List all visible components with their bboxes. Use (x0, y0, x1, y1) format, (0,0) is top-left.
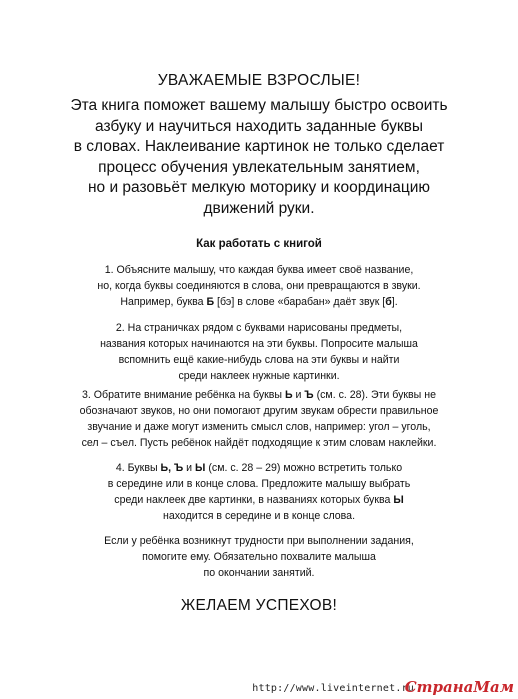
instruction-paragraph-4 (60, 460, 458, 524)
text-run: и (183, 462, 196, 474)
text-run: (см. с. 28 – 29) можно встретить только (205, 462, 403, 474)
paragraph-line (60, 492, 458, 508)
paragraph-line (52, 387, 466, 403)
watermark-url: http://www.liveinternet.ru (252, 683, 414, 694)
instruction-paragraph-5 (60, 533, 458, 581)
text-run: [бэ] в слове «барабан» даёт звук [ (214, 296, 386, 308)
paragraph-line: звучание и даже могут изменить смысл слов, например: угол – уголь, (87, 421, 431, 433)
paragraph-line: 1. Объясните малышу, что каждая буква имеет своё название, (104, 264, 414, 276)
instruction-paragraph-1 (60, 262, 458, 310)
text-run: (см. с. 28). Эти буквы не (313, 389, 436, 401)
intro-line: движений руки. (203, 199, 315, 217)
paragraph-line: обозначают звуков, но они помогают другим звукам обрести правильное (79, 405, 439, 417)
paragraph-line (60, 460, 458, 476)
intro-line: азбуку и научиться находить заданные буквы (95, 117, 423, 135)
instruction-paragraph-2 (60, 320, 458, 384)
paragraph-line: находится в середине и в конце слова. (162, 510, 356, 522)
intro-line: Эта книга поможет вашему малышу быстро освоить (70, 97, 448, 114)
paragraph-line: названия которых начинаются на эти буквы. Попросите малыша (100, 338, 418, 350)
bold-letter: Ы (195, 462, 206, 474)
bold-letter: б (385, 296, 392, 308)
page-title: УВАЖАЕМЫЕ ВЗРОСЛЫЕ! (157, 72, 361, 89)
paragraph-line: но, когда буквы соединяются в слова, они превращаются в звуки. (97, 280, 421, 292)
paragraph-line: по окончании занятий. (203, 567, 315, 579)
watermark (250, 678, 518, 699)
paragraph-line: сел – съел. Пусть ребёнок найдёт подходящие к этим словам наклейки. (81, 437, 437, 449)
paragraph-line: вспомнить ещё какие-нибудь слова на эти буквы и найти (118, 354, 400, 366)
intro-line: в словах. Наклеивание картинок не только сделает (73, 138, 445, 155)
paragraph-line: среди наклеек нужные картинки. (178, 370, 340, 382)
paragraph-line: Если у ребёнка возникнут трудности при выполнении задания, (104, 535, 414, 547)
text-run: среди наклеек две картинки, в названиях которых буква (114, 494, 394, 506)
paragraph-line (60, 294, 458, 310)
bold-letter: Ь (284, 389, 293, 401)
paragraph-line: в середине или в конце слова. Предложите малышу выбрать (107, 478, 411, 490)
text-run: и (292, 389, 305, 401)
paragraph-line: 2. На страничках рядом с буквами нарисованы предметы, (115, 322, 403, 334)
bold-letter: Ъ (304, 389, 314, 401)
text-run: Например, буква (120, 296, 207, 308)
watermark-logo: СтранаМам (404, 678, 514, 696)
instructions-heading: Как работать с книгой (196, 238, 322, 250)
bold-letter: Ь, Ъ (160, 462, 184, 474)
bold-letter: Ы (393, 494, 404, 506)
closing-title: ЖЕЛАЕМ УСПЕХОВ! (180, 597, 338, 614)
intro-text (40, 96, 478, 219)
bold-letter: Б (206, 296, 215, 308)
text-run: 3. Обратите внимание ребёнка на буквы (82, 389, 285, 401)
text-run: ]. (391, 296, 398, 308)
text-run: 4. Буквы (115, 462, 161, 474)
paragraph-line: помогите ему. Обязательно похвалите малыша (142, 551, 376, 563)
instruction-paragraph-3 (52, 387, 466, 451)
intro-line: процесс обучения увлекательным занятием, (98, 158, 420, 176)
intro-line: но и разовьёт мелкую моторику и координацию (87, 179, 431, 196)
